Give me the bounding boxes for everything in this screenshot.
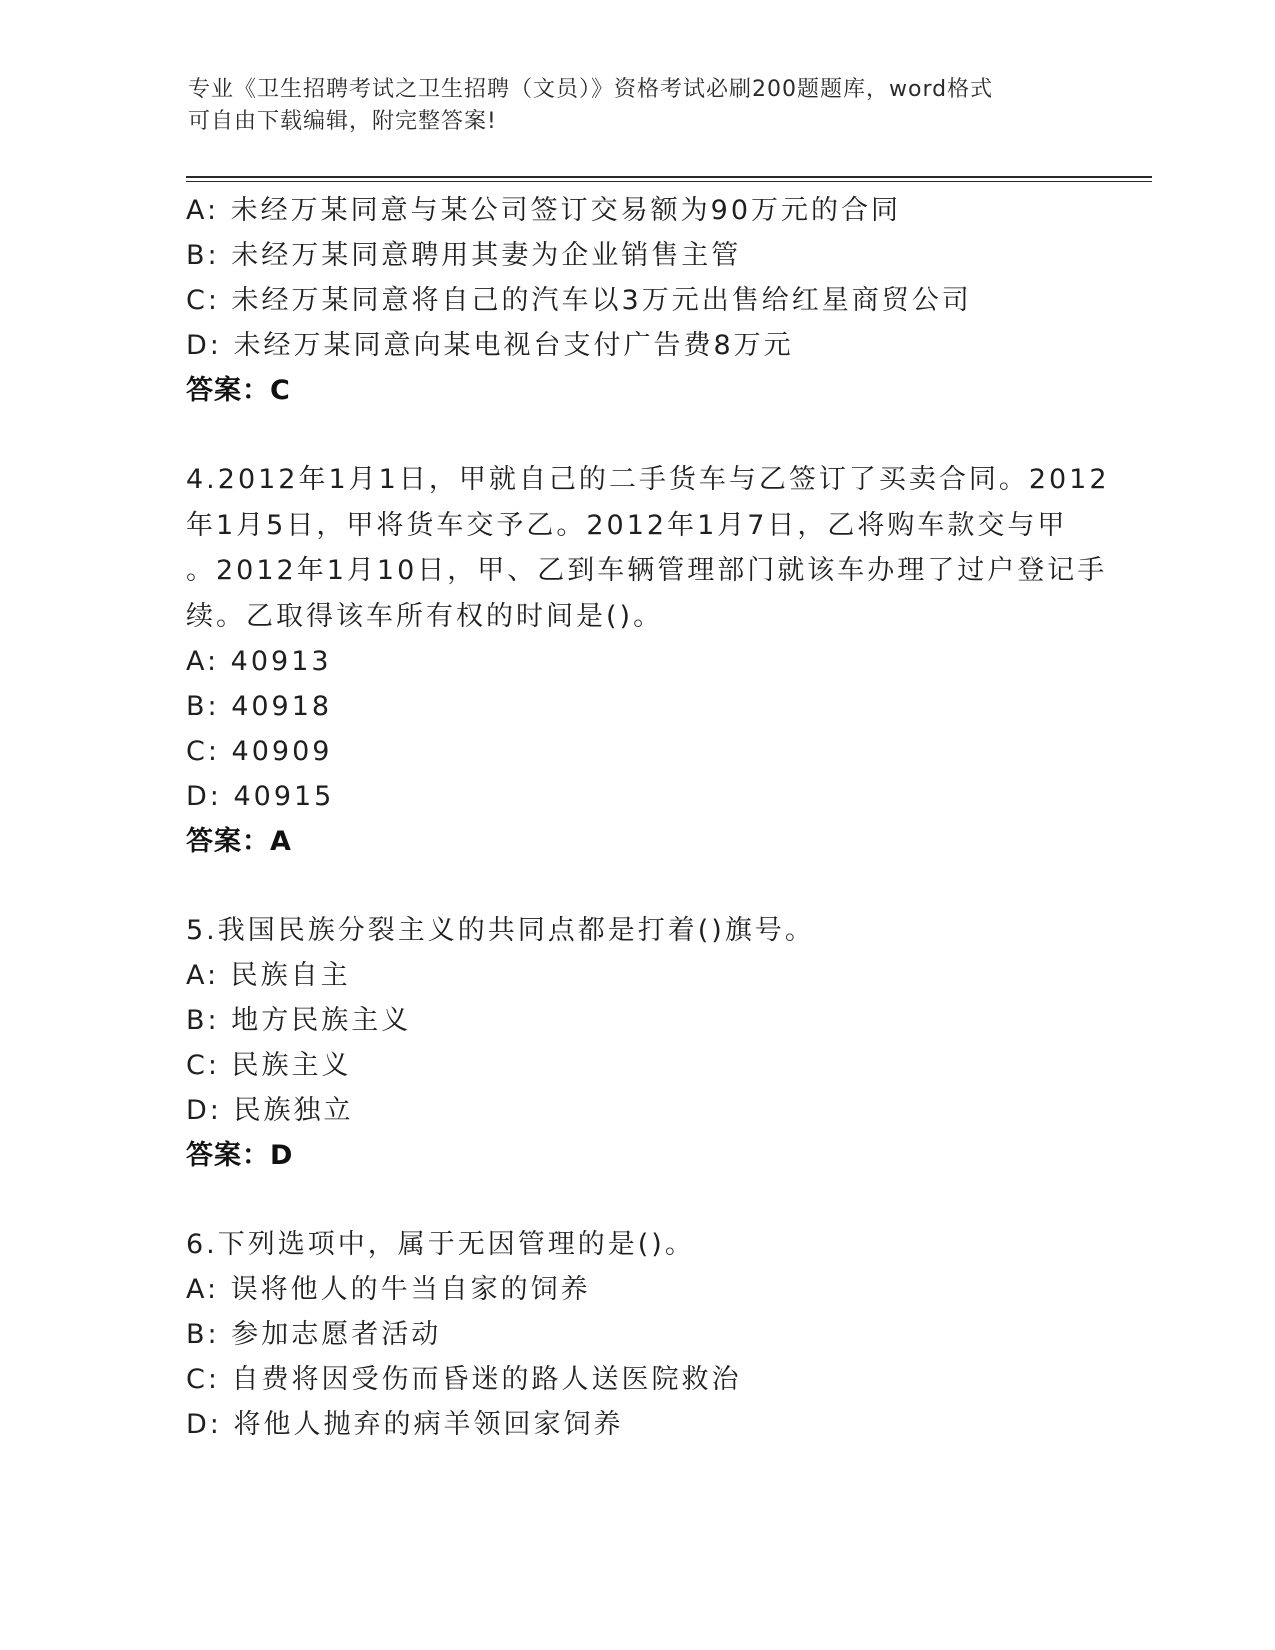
header-divider-thin <box>186 181 1152 182</box>
question-4-stem-line-3: 。2012年1月10日，甲、乙到车辆管理部门就该车办理了过户登记手 <box>186 555 1108 586</box>
question-5-answer: 答案：D <box>186 1140 294 1171</box>
question-6-option-c: C: 自费将因受伤而昏迷的路人送医院救治 <box>186 1364 742 1395</box>
question-3-option-d: D: 未经万某同意向某电视台支付广告费8万元 <box>186 330 794 361</box>
question-5-option-d: D: 民族独立 <box>186 1095 354 1126</box>
question-4-stem <box>186 457 1136 639</box>
question-6-stem: 6.下列选项中，属于无因管理的是()。 <box>186 1229 695 1260</box>
spacer <box>186 865 1136 908</box>
question-6-block <box>186 1222 1136 1447</box>
question-5-option-b: B: 地方民族主义 <box>186 1005 412 1036</box>
question-4-option-c: C: 40909 <box>186 736 333 767</box>
question-5-block <box>186 908 1136 1179</box>
question-4-option-b: B: 40918 <box>186 691 333 722</box>
question-content <box>186 188 1136 1447</box>
spacer <box>186 1179 1136 1222</box>
question-3-block <box>186 188 1136 414</box>
question-4-option-a: A: 40913 <box>186 646 332 677</box>
question-5-option-c: C: 民族主义 <box>186 1050 352 1081</box>
question-5-option-a: A: 民族自主 <box>186 960 351 991</box>
question-4-stem-line-1: 4.2012年1月1日，甲就自己的二手货车与乙签订了买卖合同。2012 <box>186 464 1110 495</box>
question-4-stem-line-2: 年1月5日，甲将货车交予乙。2012年1月7日，乙将购车款交与甲 <box>186 509 1068 541</box>
question-3-answer: 答案：C <box>186 375 291 406</box>
question-4-stem-line-4: 续。乙取得该车所有权的时间是()。 <box>186 600 664 632</box>
header-divider-thick <box>186 176 1152 178</box>
question-4-answer: 答案：A <box>186 826 292 857</box>
spacer <box>186 414 1136 457</box>
header-title-line-1: 专业《卫生招聘考试之卫生招聘（文员）》资格考试必刷200题题库，word格式 <box>188 77 994 102</box>
question-3-option-b: B: 未经万某同意聘用其妻为企业销售主管 <box>186 240 742 271</box>
question-6-option-d: D: 将他人抛弃的病羊领回家饲养 <box>186 1409 624 1440</box>
header-title-line-2: 可自由下载编辑，附完整答案! <box>188 109 497 134</box>
question-5-stem: 5.我国民族分裂主义的共同点都是打着()旗号。 <box>186 915 815 946</box>
document-header <box>188 74 1088 138</box>
question-4-block <box>186 457 1136 865</box>
question-3-option-c: C: 未经万某同意将自己的汽车以3万元出售给红星商贸公司 <box>186 285 972 316</box>
question-6-option-a: A: 误将他人的牛当自家的饲养 <box>186 1274 591 1305</box>
question-6-option-b: B: 参加志愿者活动 <box>186 1319 442 1350</box>
question-4-option-d: D: 40915 <box>186 781 335 812</box>
question-3-option-a: A: 未经万某同意与某公司签订交易额为90万元的合同 <box>186 195 902 226</box>
